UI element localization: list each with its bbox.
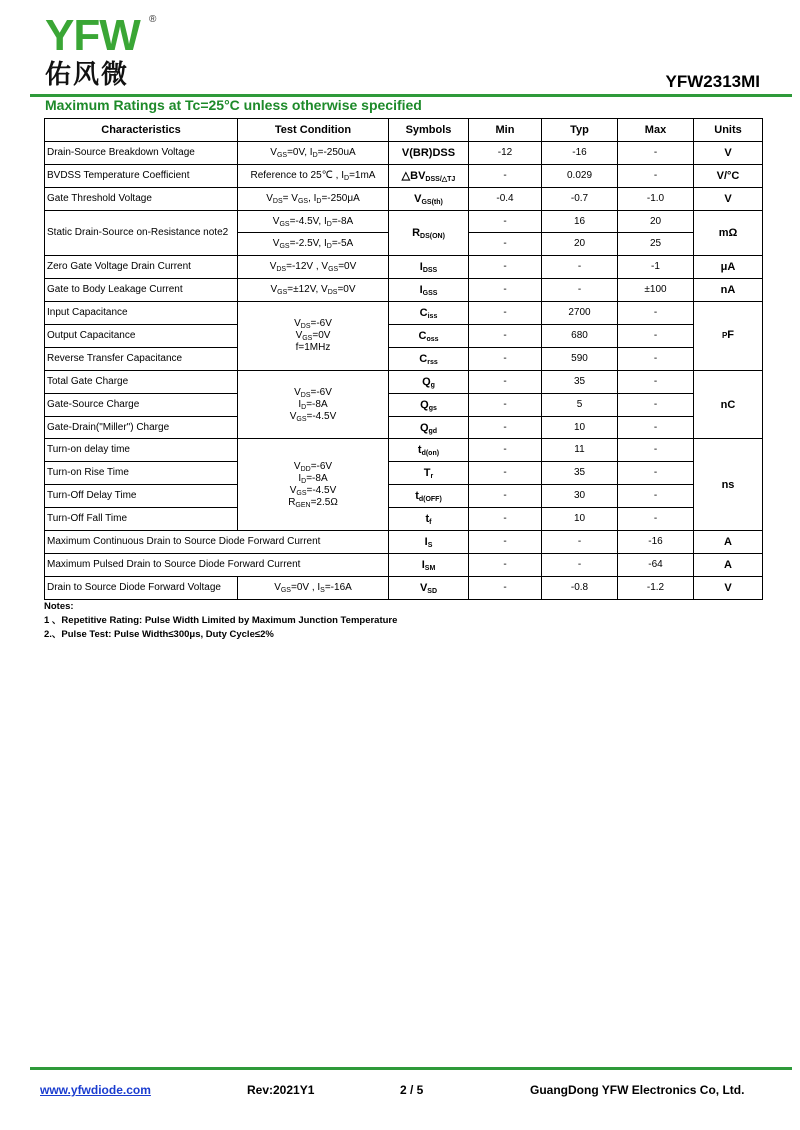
typ-cell: -: [542, 256, 618, 279]
max-cell: -1.0: [618, 187, 694, 210]
table-row: [45, 279, 763, 302]
unit-cell: V: [694, 141, 763, 164]
typ-cell: 5: [542, 393, 618, 416]
char-cell: Maximum Pulsed Drain to Source Diode Forward Current: [45, 553, 389, 576]
typ-cell: 0.029: [542, 164, 618, 187]
min-cell: -: [469, 416, 542, 439]
max-cell: -: [618, 370, 694, 393]
table-row: [45, 302, 763, 325]
max-cell: -16: [618, 531, 694, 554]
table-row: [45, 141, 763, 164]
footer-rule: [30, 1067, 792, 1070]
symbol-cell: $I_{GSS}$: [389, 279, 469, 302]
cond-cell: $V_{GS}=-2.5V$, $I_D=-5A$: [238, 233, 389, 256]
typ-cell: 20: [542, 233, 618, 256]
unit-cell: nC: [694, 370, 763, 439]
note-item: 2.、Pulse Test: Pulse Width≤300μs, Duty Cycle≤2%: [44, 629, 274, 640]
typ-cell: -0.8: [542, 576, 618, 599]
footer-rev: Rev:2021Y1: [247, 1083, 315, 1097]
char-cell: BVDSS Temperature Coefficient: [45, 164, 238, 187]
unit-cell: V: [694, 576, 763, 599]
cond-cell: Reference to 25℃ , $I_D=1mA$: [238, 164, 389, 187]
cond-cell: $V_{GS}=\pm 12V$, $V_{DS}=0V$: [238, 279, 389, 302]
cond-cell: $V_{DS}=-12V$ , $V_{GS}=0V$: [238, 256, 389, 279]
logo-latin: YFW: [45, 11, 140, 60]
table-row: [45, 187, 763, 210]
header-max: Max: [618, 119, 694, 142]
char-cell: Turn-on delay time: [45, 439, 238, 462]
symbol-cell: $V_{SD}$: [389, 576, 469, 599]
unit-cell: μA: [694, 256, 763, 279]
typ-cell: 35: [542, 462, 618, 485]
char-cell: Turn-on Rise Time: [45, 462, 238, 485]
unit-cell: V: [694, 187, 763, 210]
max-cell: ±100: [618, 279, 694, 302]
symbol-cell: $I_{SM}$: [389, 553, 469, 576]
footer-company: GuangDong YFW Electronics Co, Ltd.: [530, 1083, 745, 1097]
header-characteristics: Characteristics: [45, 119, 238, 142]
typ-cell: 2700: [542, 302, 618, 325]
min-cell: -: [469, 279, 542, 302]
max-cell: -: [618, 325, 694, 348]
max-cell: -1.2: [618, 576, 694, 599]
company-logo: [45, 11, 165, 94]
char-cell: Drain-Source Breakdown Voltage: [45, 141, 238, 164]
min-cell: -: [469, 302, 542, 325]
symbol-cell: $C_{rss}$: [389, 347, 469, 370]
typ-cell: 35: [542, 370, 618, 393]
char-cell: Gate Threshold Voltage: [45, 187, 238, 210]
typ-cell: -: [542, 531, 618, 554]
min-cell: -: [469, 508, 542, 531]
table-row: [45, 462, 763, 485]
unit-cell: mΩ: [694, 210, 763, 256]
header-symbols: Symbols: [389, 119, 469, 142]
table-row: [45, 370, 763, 393]
unit-cell: A: [694, 531, 763, 554]
typ-cell: 16: [542, 210, 618, 233]
char-cell: Static Drain-Source on-Resistance note2: [45, 210, 238, 256]
notes: [44, 600, 397, 642]
symbol-cell: $Q_g$: [389, 370, 469, 393]
symbol-cell: $I_{DSS}$: [389, 256, 469, 279]
header-test-condition: Test Condition: [238, 119, 389, 142]
min-cell: -: [469, 531, 542, 554]
symbol-cell: $Q_{gd}$: [389, 416, 469, 439]
table-row: [45, 553, 763, 576]
footer-website[interactable]: [40, 1083, 151, 1097]
symbol-cell: $V_{GS(th)}$: [389, 187, 469, 210]
section-title: Maximum Ratings at Tc=25°C unless otherwise specified: [45, 97, 422, 113]
typ-cell: 680: [542, 325, 618, 348]
table-row: [45, 531, 763, 554]
symbol-cell: $I_S$: [389, 531, 469, 554]
note-item: 1 、Repetitive Rating: Pulse Width Limited by Maximum Junction Temperature: [44, 615, 398, 626]
unit-cell: PF: [694, 302, 763, 371]
unit-cell: A: [694, 553, 763, 576]
symbol-cell: $C_{iss}$: [389, 302, 469, 325]
min-cell: -: [469, 233, 542, 256]
symbol-cell: $C_{oss}$: [389, 325, 469, 348]
char-cell: Gate-Drain("Miller") Charge: [45, 416, 238, 439]
typ-cell: 590: [542, 347, 618, 370]
typ-cell: -16: [542, 141, 618, 164]
table-row: [45, 439, 763, 462]
cond-cell: $V_{DS}=-6V$ $V_{GS}=0V$ f=1MHz: [238, 302, 389, 371]
min-cell: -: [469, 370, 542, 393]
table-row: [45, 164, 763, 187]
typ-cell: -0.7: [542, 187, 618, 210]
symbol-cell: $Q_{gs}$: [389, 393, 469, 416]
symbol-cell: V(BR)DSS: [389, 141, 469, 164]
max-cell: -: [618, 141, 694, 164]
min-cell: -: [469, 439, 542, 462]
max-cell: -: [618, 302, 694, 325]
table-header-row: [45, 119, 763, 142]
min-cell: -: [469, 210, 542, 233]
symbol-cell: $t_{d(OFF)}$: [389, 485, 469, 508]
typ-cell: 10: [542, 416, 618, 439]
website-link[interactable]: www.yfwdiode.com: [40, 1083, 151, 1097]
logo-chinese: 佑风微: [45, 60, 130, 90]
min-cell: -: [469, 485, 542, 508]
typ-cell: -: [542, 279, 618, 302]
symbol-cell: $t_f$: [389, 508, 469, 531]
min-cell: -: [469, 256, 542, 279]
min-cell: -: [469, 164, 542, 187]
max-cell: -: [618, 462, 694, 485]
footer-page: 2 / 5: [400, 1083, 424, 1097]
min-cell: -: [469, 462, 542, 485]
min-cell: -0.4: [469, 187, 542, 210]
min-cell: -12: [469, 141, 542, 164]
max-cell: -64: [618, 553, 694, 576]
char-cell: Drain to Source Diode Forward Voltage: [45, 576, 238, 599]
cond-cell: $V_{GS}=0V$ , $I_S=-16A$: [238, 576, 389, 599]
cond-cell: $V_{GS}=0V$, $I_D=-250uA$: [238, 141, 389, 164]
max-cell: -1: [618, 256, 694, 279]
notes-title: Notes:: [44, 601, 74, 612]
char-cell: Zero Gate Voltage Drain Current: [45, 256, 238, 279]
table-row: [45, 485, 763, 508]
typ-cell: 30: [542, 485, 618, 508]
unit-cell: V/°C: [694, 164, 763, 187]
ratings-table: [44, 118, 763, 600]
char-cell: Gate to Body Leakage Current: [45, 279, 238, 302]
min-cell: -: [469, 393, 542, 416]
min-cell: -: [469, 553, 542, 576]
header-units: Units: [694, 119, 763, 142]
symbol-cell: $R_{DS(ON)}$: [389, 210, 469, 256]
char-cell: Turn-Off Delay Time: [45, 485, 238, 508]
typ-cell: 11: [542, 439, 618, 462]
min-cell: -: [469, 347, 542, 370]
unit-cell: nA: [694, 279, 763, 302]
max-cell: -: [618, 164, 694, 187]
max-cell: -: [618, 439, 694, 462]
symbol-cell: $\triangle BV_{DSS/\triangle TJ}$: [389, 164, 469, 187]
char-cell: Gate-Source Charge: [45, 393, 238, 416]
cond-cell: $V_{DD}=-6V$ $I_D=-8A$ $V_{GS}=-4.5V$ $R_{GEN}=2.5\Omega$: [238, 439, 389, 531]
table-row: [45, 256, 763, 279]
header-min: Min: [469, 119, 542, 142]
char-cell: Turn-Off Fall Time: [45, 508, 238, 531]
registered-mark: ®: [149, 14, 157, 25]
max-cell: -: [618, 508, 694, 531]
table-row: [45, 347, 763, 370]
typ-cell: 10: [542, 508, 618, 531]
cond-cell: $V_{GS}=-4.5V$, $I_D=-8A$: [238, 210, 389, 233]
table-row: [45, 325, 763, 348]
max-cell: 20: [618, 210, 694, 233]
symbol-cell: $T_r$: [389, 462, 469, 485]
table-row: [45, 416, 763, 439]
max-cell: -: [618, 347, 694, 370]
char-cell: Output Capacitance: [45, 325, 238, 348]
table-row: [45, 210, 763, 233]
char-cell: Reverse Transfer Capacitance: [45, 347, 238, 370]
typ-cell: -: [542, 553, 618, 576]
table-row: [45, 393, 763, 416]
char-cell: Total Gate Charge: [45, 370, 238, 393]
max-cell: 25: [618, 233, 694, 256]
part-number: YFW2313MI: [665, 72, 760, 91]
min-cell: -: [469, 325, 542, 348]
max-cell: -: [618, 485, 694, 508]
char-cell: Input Capacitance: [45, 302, 238, 325]
char-cell: Maximum Continuous Drain to Source Diode Forward Current: [45, 531, 389, 554]
max-cell: -: [618, 393, 694, 416]
header-typ: Typ: [542, 119, 618, 142]
unit-cell: ns: [694, 439, 763, 531]
table-row: [45, 576, 763, 599]
max-cell: -: [618, 416, 694, 439]
table-row: [45, 508, 763, 531]
cond-cell: $V_{DS}=-6V$ $I_D=-8A$ $V_{GS}=-4.5V$: [238, 370, 389, 439]
symbol-cell: $t_{d(on)}$: [389, 439, 469, 462]
min-cell: -: [469, 576, 542, 599]
cond-cell: $V_{DS}= V_{GS}$, $I_D=-250\mu A$: [238, 187, 389, 210]
